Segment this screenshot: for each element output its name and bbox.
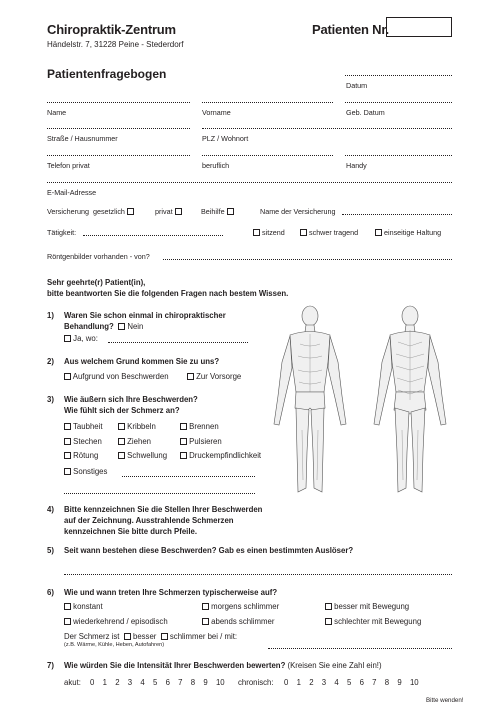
- akut-scale-6[interactable]: 6: [165, 678, 170, 687]
- beihilfe-option: [201, 207, 234, 216]
- akut-scale-1[interactable]: 1: [102, 678, 107, 687]
- q7-akut-scale[interactable]: [90, 678, 229, 687]
- chronisch-scale-3[interactable]: 3: [321, 678, 327, 687]
- q1-nein-checkbox[interactable]: [118, 323, 125, 330]
- clinic-name: Chiropraktik-Zentrum: [47, 22, 176, 37]
- body-front-icon: [274, 306, 346, 492]
- einseitige-haltung-checkbox[interactable]: [375, 229, 382, 236]
- akut-scale-4[interactable]: 4: [140, 678, 145, 687]
- sitzend-option: [253, 228, 285, 237]
- telefon-field[interactable]: [47, 155, 190, 156]
- privat-option: [155, 207, 182, 216]
- geb-datum-field[interactable]: [345, 102, 452, 103]
- q6-morgens-label: morgens schlimmer: [211, 602, 280, 611]
- plz-label: PLZ / Wohnort: [202, 134, 249, 143]
- q5-answer-field[interactable]: [64, 574, 452, 575]
- q1-ja-label: Ja, wo:: [73, 334, 98, 343]
- q6-besser-bewegung-option: [325, 602, 409, 611]
- email-field[interactable]: [47, 182, 452, 183]
- q6-schmerz-row: [64, 632, 237, 641]
- q6-konstant-label: konstant: [73, 602, 103, 611]
- schwer-tragend-option: [300, 228, 358, 237]
- akut-scale-0[interactable]: 0: [90, 678, 95, 687]
- q3-ziehen-checkbox[interactable]: [118, 438, 125, 445]
- q3-brennen-label: Brennen: [189, 422, 219, 431]
- q4-text-line1: Bitte kennzeichnen Sie die Stellen Ihrer Beschwerden: [64, 505, 263, 514]
- chronisch-scale-0[interactable]: 0: [284, 678, 289, 687]
- chronisch-scale-4[interactable]: 4: [334, 678, 339, 687]
- q6-wiederkehrend-option: [64, 617, 168, 626]
- vorname-label: Vorname: [202, 108, 231, 117]
- roentgen-field[interactable]: [163, 259, 452, 260]
- patient-nr-label: Patienten Nr.: [312, 22, 389, 37]
- q6-wiederkehrend-checkbox[interactable]: [64, 618, 71, 625]
- q6-abends-label: abends schlimmer: [211, 617, 275, 626]
- q1-ja-checkbox[interactable]: [64, 335, 71, 342]
- vorname-field[interactable]: [202, 102, 333, 103]
- q3-extra-field[interactable]: [64, 493, 255, 494]
- q3-druck-option: [180, 451, 261, 460]
- einseitige-haltung-option: [375, 228, 441, 237]
- chronisch-scale-7[interactable]: 7: [372, 678, 377, 687]
- strasse-field[interactable]: [47, 128, 190, 129]
- q3-schwellung-label: Schwellung: [127, 451, 168, 460]
- q2-text: Aus welchem Grund kommen Sie zu uns?: [64, 357, 220, 366]
- q6-besser-bewegung-checkbox[interactable]: [325, 603, 332, 610]
- intro-line1: Sehr geehrte(r) Patient(in),: [47, 278, 146, 287]
- q3-druck-checkbox[interactable]: [180, 452, 187, 459]
- chronisch-scale-2[interactable]: 2: [309, 678, 314, 687]
- roentgen-label: Röntgenbilder vorhanden - von?: [47, 252, 150, 261]
- q3-schwellung-checkbox[interactable]: [118, 452, 125, 459]
- akut-scale-9[interactable]: 9: [203, 678, 208, 687]
- q3-number: 3): [47, 395, 54, 404]
- gesetzlich-label: gesetzlich: [92, 207, 125, 216]
- q5-text: Seit wann bestehen diese Beschwerden? Gab es einen bestimmten Auslöser?: [64, 546, 354, 555]
- chronisch-scale-8[interactable]: 8: [384, 678, 390, 687]
- q3-brennen-option: [180, 422, 219, 431]
- q3-taubheit-option: [64, 422, 103, 431]
- q5-number: 5): [47, 546, 54, 555]
- name-versicherung-label: Name der Versicherung: [260, 207, 336, 216]
- q6-wiederkehrend-label: wiederkehrend / episodisch: [73, 617, 168, 626]
- beihilfe-checkbox[interactable]: [227, 208, 234, 215]
- geb-datum-label: Geb. Datum: [346, 108, 385, 117]
- q3-brennen-checkbox[interactable]: [180, 423, 187, 430]
- q6-besser-bewegung-label: besser mit Bewegung: [334, 602, 410, 611]
- schwer-tragend-checkbox[interactable]: [300, 229, 307, 236]
- clinic-address: Händelstr. 7, 31228 Peine - Stederdorf: [47, 40, 184, 49]
- taetigkeit-field[interactable]: [83, 235, 223, 236]
- q4-text-line3: kennzeichnen Sie bitte durch Pfeile.: [64, 527, 198, 536]
- q3-roetung-label: Rötung: [73, 451, 99, 460]
- q6-schlimmer-bei-label: schlimmer bei / mit:: [169, 632, 238, 641]
- q2-opt2: [187, 372, 241, 381]
- q6-schlimmer-field[interactable]: [268, 648, 452, 649]
- q3-kribbeln-label: Kribbeln: [127, 422, 156, 431]
- chronisch-scale-6[interactable]: 6: [359, 678, 364, 687]
- q3-sonstiges-label: Sonstiges: [73, 467, 108, 476]
- beruflich-label: beruflich: [202, 161, 230, 170]
- q7-hint: (Kreisen Sie eine Zahl ein!): [287, 661, 382, 670]
- versicherung-row: [47, 207, 134, 216]
- q6-morgens-option: [202, 602, 279, 611]
- taetigkeit-label: Tätigkeit:: [47, 228, 77, 237]
- q6-abends-checkbox[interactable]: [202, 618, 209, 625]
- handy-field[interactable]: [345, 155, 452, 156]
- q6-der-schmerz-ist-label: Der Schmerz ist: [64, 632, 120, 641]
- schwer-tragend-label: schwer tragend: [309, 228, 359, 237]
- privat-label: privat: [155, 207, 173, 216]
- beihilfe-label: Beihilfe: [201, 207, 225, 216]
- q3-stechen-checkbox[interactable]: [64, 438, 71, 445]
- versicherung-label: Versicherung: [47, 207, 89, 216]
- q1-behandlung: Behandlung?: [64, 322, 114, 331]
- handy-label: Handy: [346, 161, 367, 170]
- q2-vorsorge-label: Zur Vorsorge: [196, 372, 242, 381]
- bitte-wenden: Bitte wenden!: [426, 697, 464, 704]
- q3-pulsieren-label: Pulsieren: [189, 437, 222, 446]
- q1-ja-field[interactable]: [108, 342, 248, 343]
- q3-sonstiges-field[interactable]: [122, 476, 255, 477]
- name-field[interactable]: [47, 102, 190, 103]
- date-label: Datum: [346, 81, 368, 90]
- q2-beschwerden-checkbox[interactable]: [64, 373, 71, 380]
- name-versicherung-field[interactable]: [342, 214, 452, 215]
- chronisch-scale-9[interactable]: 9: [397, 678, 402, 687]
- form-title: Patientenfragebogen: [47, 67, 167, 81]
- q1-text-line1: Waren Sie schon einmal in chiropraktischer: [64, 311, 226, 320]
- q3-taubheit-label: Taubheit: [73, 422, 103, 431]
- date-field[interactable]: [345, 75, 452, 76]
- q2-opt1: [64, 372, 169, 381]
- q3-roetung-checkbox[interactable]: [64, 452, 71, 459]
- privat-checkbox[interactable]: [175, 208, 182, 215]
- q7-number: 7): [47, 661, 54, 670]
- q6-konstant-option: [64, 602, 103, 611]
- q2-vorsorge-checkbox[interactable]: [187, 373, 194, 380]
- q3-text-line2: Wie fühlt sich der Schmerz an?: [64, 406, 180, 415]
- akut-scale-3[interactable]: 3: [127, 678, 133, 687]
- q7-chronisch-label: chronisch:: [238, 678, 274, 687]
- telefon-label: Telefon privat: [47, 161, 90, 170]
- sitzend-checkbox[interactable]: [253, 229, 260, 236]
- q3-kribbeln-checkbox[interactable]: [118, 423, 125, 430]
- q3-pulsieren-option: [180, 437, 222, 446]
- akut-scale-10[interactable]: 10: [215, 678, 225, 687]
- q1-ja-option: [64, 334, 98, 343]
- q3-roetung-option: [64, 451, 98, 460]
- q3-text-line1: Wie äußern sich Ihre Beschwerden?: [64, 395, 198, 404]
- akut-scale-8[interactable]: 8: [190, 678, 196, 687]
- strasse-label: Straße / Hausnummer: [47, 134, 118, 143]
- q7-text: Wie würden Sie die Intensität Ihrer Beschwerden bewerten?: [64, 661, 286, 670]
- q6-schlimmer-checkbox[interactable]: [161, 633, 168, 640]
- q7-text-row: [64, 661, 382, 671]
- q3-pulsieren-checkbox[interactable]: [180, 438, 187, 445]
- q1-nein-label: Nein: [127, 322, 144, 331]
- q3-stechen-option: [64, 437, 102, 446]
- q3-schwellung-option: [118, 451, 167, 460]
- q6-number: 6): [47, 588, 54, 597]
- email-label: E-Mail-Adresse: [47, 188, 97, 197]
- akut-scale-2[interactable]: 2: [115, 678, 120, 687]
- q3-druck-label: Druckempfindlichkeit: [189, 451, 262, 460]
- q6-konstant-checkbox[interactable]: [64, 603, 71, 610]
- q3-ziehen-label: Ziehen: [127, 437, 152, 446]
- einseitige-haltung-label: einseitige Haltung: [384, 228, 442, 237]
- q1-number: 1): [47, 311, 54, 320]
- beruflich-field[interactable]: [202, 155, 333, 156]
- akut-scale-7[interactable]: 7: [178, 678, 183, 687]
- patient-nr-field[interactable]: [386, 17, 452, 37]
- q6-hint: (z.B. Wärme, Kühle, Heben, Autofahren): [64, 642, 165, 648]
- intro-line2: bitte beantworten Sie die folgenden Fragen nach bestem Wissen.: [47, 289, 289, 298]
- chronisch-scale-1[interactable]: 1: [296, 678, 301, 687]
- sitzend-label: sitzend: [262, 228, 285, 237]
- q6-besser-checkbox[interactable]: [124, 633, 131, 640]
- name-label: Name: [47, 108, 67, 117]
- q4-number: 4): [47, 505, 54, 514]
- chronisch-scale-5[interactable]: 5: [346, 678, 352, 687]
- q3-sonstiges-option: [64, 467, 107, 476]
- chronisch-scale-10[interactable]: 10: [409, 678, 419, 687]
- plz-field[interactable]: [202, 128, 452, 129]
- q4-text-line2: auf der Zeichnung. Ausstrahlende Schmerzen: [64, 516, 234, 525]
- q3-kribbeln-option: [118, 422, 156, 431]
- q6-besser-label: besser: [132, 632, 157, 641]
- q6-schlechter-bewegung-option: [325, 617, 421, 626]
- akut-scale-5[interactable]: 5: [152, 678, 158, 687]
- q6-abends-option: [202, 617, 274, 626]
- q2-beschwerden-label: Aufgrund von Beschwerden: [72, 372, 169, 381]
- q1-text-line2: [64, 322, 143, 332]
- q6-schlechter-bewegung-label: schlechter mit Bewegung: [334, 617, 422, 626]
- q6-schlechter-bewegung-checkbox[interactable]: [325, 618, 332, 625]
- q2-number: 2): [47, 357, 54, 366]
- gesetzlich-checkbox[interactable]: [127, 208, 134, 215]
- q7-chronisch-scale[interactable]: [284, 678, 423, 687]
- q3-ziehen-option: [118, 437, 151, 446]
- q3-taubheit-checkbox[interactable]: [64, 423, 71, 430]
- q3-sonstiges-checkbox[interactable]: [64, 468, 71, 475]
- q7-akut-label: akut:: [64, 678, 81, 687]
- body-chart-icon[interactable]: [262, 300, 462, 508]
- q6-text: Wie und wann treten Ihre Schmerzen typischerweise auf?: [64, 588, 278, 597]
- q3-stechen-label: Stechen: [73, 437, 102, 446]
- q6-morgens-checkbox[interactable]: [202, 603, 209, 610]
